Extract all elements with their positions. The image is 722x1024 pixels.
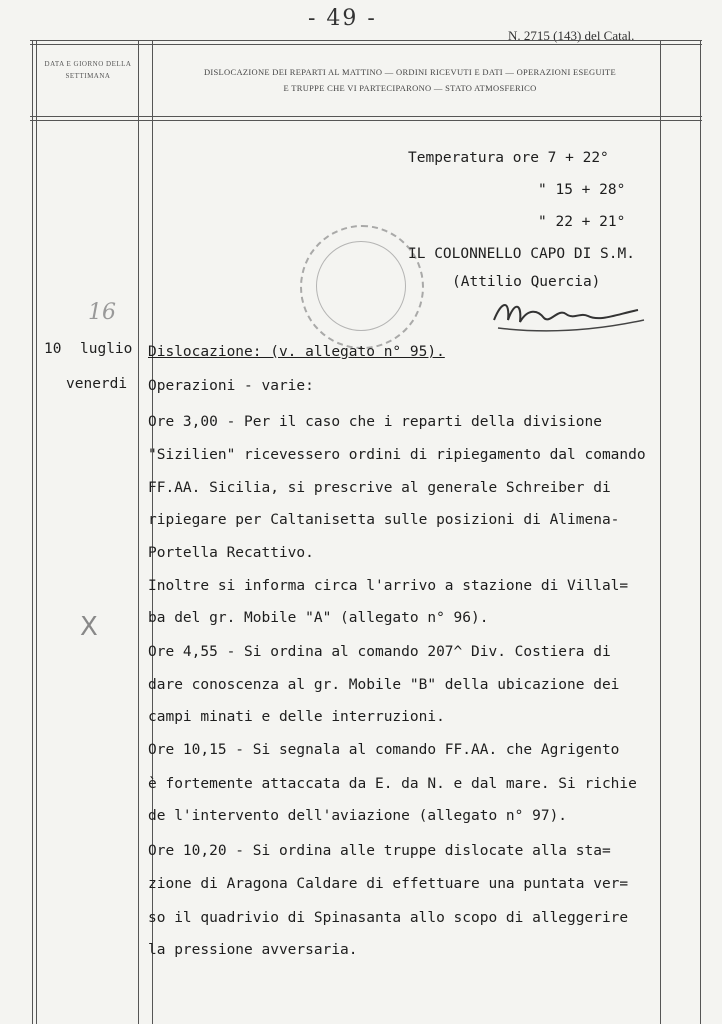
date-weekday: venerdi	[66, 376, 128, 392]
body-line-3: Ore 3,00 - Per il caso che i reparti della divisione	[148, 414, 602, 430]
body-line-11: dare conoscenza al gr. Mobile "B" della ubicazione dei	[148, 677, 620, 693]
margin-note-16: 16	[88, 300, 116, 325]
header-bottom-rule	[30, 116, 702, 117]
catalog-reference: N. 2715 (143) del Catal.	[508, 28, 635, 43]
body-line-6: ripiegare per Caltanisetta sulle posizioni di Alimena-	[148, 512, 620, 528]
body-line-17: zione di Aragona Caldare di effettuare una puntata ver=	[148, 876, 629, 892]
body-line-4: "Sizilien" ricevessero ordini di ripiegamento dal comando	[148, 447, 646, 463]
official-stamp	[300, 225, 424, 349]
body-line-16: Ore 10,20 - Si ordina alle truppe dislocate alla sta=	[148, 843, 611, 859]
body-line-9: ba del gr. Mobile "A" (allegato n° 96).	[148, 610, 489, 626]
body-line-14: è fortemente attaccata da E. da N. e dal mare. Si richie	[148, 776, 637, 792]
temperature-line-3: " 22 + 21°	[538, 214, 626, 230]
body-line-13: Ore 10,15 - Si segnala al comando FF.AA. che Agrigento	[148, 742, 620, 758]
body-line-18: so il quadrivio di Spinasanta allo scopo di alleggerire	[148, 910, 629, 926]
body-line-19: la pressione avversaria.	[148, 942, 358, 958]
body-line-1: Dislocazione: (v. allegato n° 95).	[148, 344, 445, 360]
right-border-outer	[700, 40, 701, 1024]
page-number: - 49 -	[308, 6, 377, 31]
date-column-divider	[138, 40, 139, 1024]
body-line-15: de l'intervento dell'aviazione (allegato n° 97).	[148, 808, 568, 824]
signature-title: IL COLONNELLO CAPO DI S.M.	[408, 246, 635, 262]
table-top-rule	[30, 40, 702, 41]
date-day: 10	[44, 341, 62, 357]
margin-x-mark: X	[80, 612, 98, 642]
header-main-column	[170, 64, 650, 96]
temperature-line-1: Temperatura ore 7 + 22°	[408, 150, 609, 166]
left-border	[32, 40, 33, 1024]
right-border	[660, 40, 661, 1024]
header-bottom-rule-2	[30, 120, 702, 121]
body-line-10: Ore 4,55 - Si ordina al comando 207^ Div. Costiera di	[148, 644, 611, 660]
body-line-5: FF.AA. Sicilia, si prescrive al generale Schreiber di	[148, 480, 611, 496]
body-line-2: Operazioni - varie:	[148, 378, 314, 394]
handwritten-signature	[488, 290, 648, 340]
signature-name: (Attilio Quercia)	[452, 274, 601, 290]
header-date-column: DATA E GIORNO DELLA SETTIMANA	[44, 60, 132, 80]
body-line-12: campi minati e delle interruzioni.	[148, 709, 445, 725]
date-month: luglio	[80, 341, 133, 357]
body-line-8: Inoltre si informa circa l'arrivo a stazione di Villal=	[148, 578, 629, 594]
left-border-inner	[36, 40, 37, 1024]
temperature-line-2: " 15 + 28°	[538, 182, 626, 198]
body-line-7: Portella Recattivo.	[148, 545, 314, 561]
header-main-line-1: DISLOCAZIONE DEI REPARTI AL MATTINO — ORDINI RICEVUTI E DATI — OPERAZIONI ESEGUITE	[203, 67, 617, 77]
table-top-rule-2	[30, 44, 702, 45]
header-main-line-2: E TRUPPE CHE VI PARTECIPARONO — STATO ATMOSFERICO	[283, 83, 537, 93]
